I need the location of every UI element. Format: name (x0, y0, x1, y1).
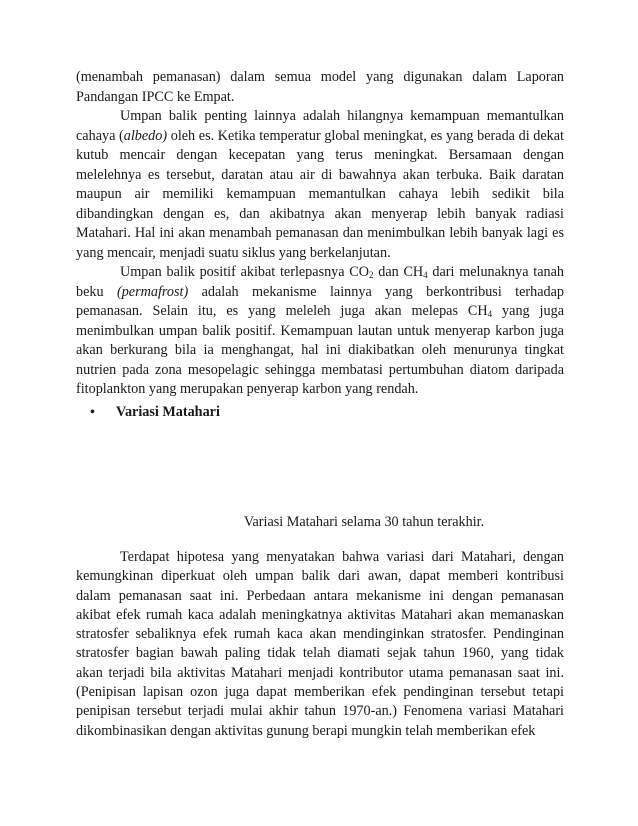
section-heading-text: Variasi Matahari (116, 404, 220, 420)
permafrost-text-2: dan CH (373, 264, 424, 280)
ch4-subscript-2: 4 (487, 309, 493, 319)
solar-line: stratosfer bagian bawah paling tidak telah diamati sejak tahun 1960, yang tidak (76, 645, 564, 662)
section-heading (90, 404, 220, 421)
solar-line: dikombinasikan dengan aktivitas gunung berapi mungkin telah memberikan efek (76, 722, 536, 739)
solar-line: akan terjadi bila aktivitas Matahari menjadi kontributor utama pemanasan saat ini. (76, 664, 564, 681)
document-body-top (76, 68, 564, 400)
solar-line: penipisan tersebut terjadi mulai akhir tahun 1970-an.) Fenomena variasi Matahari (76, 703, 564, 720)
ch4-subscript: 4 (423, 270, 428, 280)
solar-line: (Penipisan lapisan ozon juga dapat memberikan efek pendinginan tersebut tetapi (76, 684, 564, 701)
solar-line: Terdapat hipotesa yang menyatakan bahwa variasi dari Matahari, dengan (120, 549, 564, 565)
solar-line: stratosfer sebaliknya efek rumah kaca akan mendinginkan stratosfer. Pendinginan (76, 626, 564, 643)
permafrost-text-1: Umpan balik positif akibat terlepasnya CO (120, 264, 370, 280)
albedo-text-after: oleh es. Ketika temperatur global meningkat, es yang berada di dekat kutub mencair dengan kecepatan yang terus meningkat. Bersamaan dengan melelehnya es tersebut, daratan atau air di bawahnya akan terbuka. Baik daratan maupun air memiliki kemampuan memantulkan cahaya lebih sedikit bila dibandingkan dengan es, dan akibatnya akan menyerap lebih banyak radiasi Matahari. Hal ini akan menambah pemanasan dan menimbulkan lebih banyak lagi es yang mencair, menjadi suatu siklus yang berkelanjutan. (76, 127, 564, 261)
paragraph-permafrost (76, 263, 564, 400)
solar-line: akibat efek rumah kaca adalah meningkatnya aktivitas Matahari akan memanaskan (76, 606, 564, 623)
permafrost-text-5: yang juga menimbulkan umpan balik positif. Kemampuan lautan untuk menyerap karbon juga akan berkurang bila ia menghangat, hal ini diakibatkan oleh menurunya tingkat nutrien pada zona mesopelagic sehingga membatasi pertumbuhan diatom daripada fitoplankton yang merupakan penyerap karbon yang rendah. (76, 303, 564, 397)
permafrost-italic: (permafrost) (116, 283, 189, 300)
paragraph-intro: (menambah pemanasan) dalam semua model yang digunakan dalam Laporan Pandangan IPCC ke Empat. (76, 69, 564, 105)
bullet-icon: • (90, 405, 95, 420)
figure-caption: Variasi Matahari selama 30 tahun terakhir. (243, 514, 485, 530)
permafrost-text-4: adalah mekanisme lainnya yang berkontribusi terhadap pemanasan. Selain itu, es yang meleleh juga akan melepas CH (76, 283, 564, 319)
permafrost-text-3: dari melunaknya tanah beku (76, 264, 564, 300)
albedo-text-before: Umpan balik penting lainnya adalah hilangnya kemampuan memantulkan cahaya ( (76, 108, 564, 144)
paragraph-albedo (76, 107, 564, 263)
solar-line: kemungkinan diperkuat oleh umpan balik dari awan, dapat memberi kontribusi (76, 568, 564, 585)
albedo-italic: albedo) (123, 127, 168, 144)
co2-subscript: 2 (369, 270, 374, 280)
paragraph-solar (76, 548, 564, 741)
solar-line: dalam pemanasan saat ini. Perbedaan antara mekanisme ini dengan pemanasan (76, 587, 564, 604)
